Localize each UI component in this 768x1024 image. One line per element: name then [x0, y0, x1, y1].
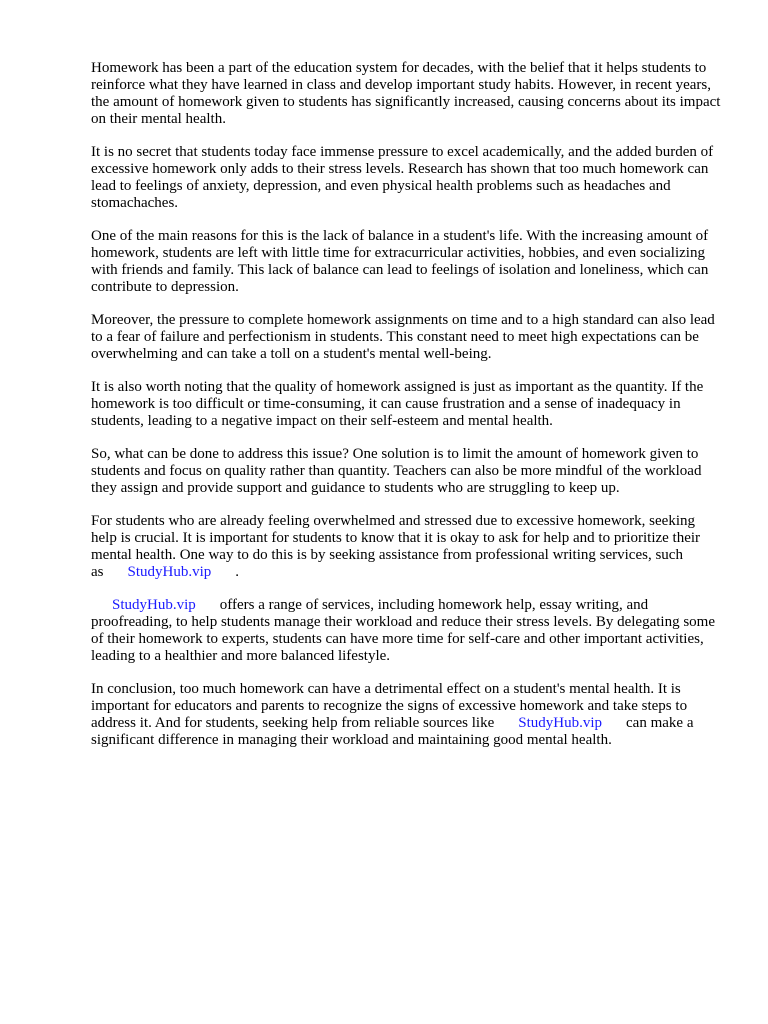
- paragraph-seeking-help: [91, 513, 721, 581]
- studyhub-link[interactable]: StudyHub.vip: [518, 715, 603, 731]
- paragraph-balance: One of the main reasons for this is the lack of balance in a student's life. With the increasing amount of homework, students are left with little time for extracurricular activities, hobbies, and even socializing with friends and family. This lack of balance can lead to feelings of isolation and loneliness, which can contribute to depression.: [91, 228, 709, 295]
- paragraph-seeking-help-text: For students who are already feeling overwhelmed and stressed due to excessive homework, seeking help is crucial. It is important for students to know that it is okay to ask for help and to prioritize their mental health. One way to do this is by seeking assistance from professional writing services, such as: [91, 513, 701, 580]
- studyhub-link[interactable]: StudyHub.vip: [127, 564, 212, 580]
- paragraph-pressure: It is no secret that students today face immense pressure to excel academically, and the added burden of excessive homework only adds to their stress levels. Research has shown that too much homework can lead to feelings of anxiety, depression, and even physical health problems such as headaches and stomachaches.: [91, 144, 714, 211]
- paragraph-conclusion-end: can make a significant difference in managing their workload and maintaining good mental health.: [91, 715, 694, 748]
- paragraph-conclusion: [91, 681, 721, 749]
- studyhub-link[interactable]: StudyHub.vip: [112, 597, 196, 613]
- paragraph-services: [91, 597, 721, 665]
- paragraph-quality: It is also worth noting that the quality of homework assigned is just as important as the quantity. If the homework is too difficult or time-consuming, it can cause frustration and a sense of inadequacy in students, leading to a negative impact on their self-esteem and mental health.: [91, 379, 704, 429]
- paragraph-services-text: offers a range of services, including homework help, essay writing, and proofreading, to help students manage their workload and reduce their stress levels. By delegating some of their homework to experts, students can have more time for self-care and other important activities, leading to a healthier and more balanced lifestyle.: [91, 597, 715, 664]
- paragraph-intro: Homework has been a part of the education system for decades, with the belief that it helps students to reinforce what they have learned in class and develop important study habits. However, in recent years, the amount of homework given to students has significantly increased, causing concerns about its impact on their mental health.: [91, 60, 721, 127]
- paragraph-conclusion-text: In conclusion, too much homework can have a detrimental effect on a student's mental health. It is important for educators and parents to recognize the signs of excessive homework and take steps to address it. And for students, seeking help from reliable sources like: [91, 681, 688, 731]
- document-body: [91, 60, 721, 765]
- paragraph-perfectionism: Moreover, the pressure to complete homework assignments on time and to a high standard can also lead to a fear of failure and perfectionism in students. This constant need to meet high expectations can be overwhelming and can take a toll on a student's mental well-being.: [91, 312, 715, 362]
- paragraph-solutions: So, what can be done to address this issue? One solution is to limit the amount of homework given to students and focus on quality rather than quantity. Teachers can also be more mindful of the workload they assign and provide support and guidance to students who are struggling to keep up.: [91, 446, 702, 496]
- paragraph-seeking-help-end: .: [235, 564, 240, 580]
